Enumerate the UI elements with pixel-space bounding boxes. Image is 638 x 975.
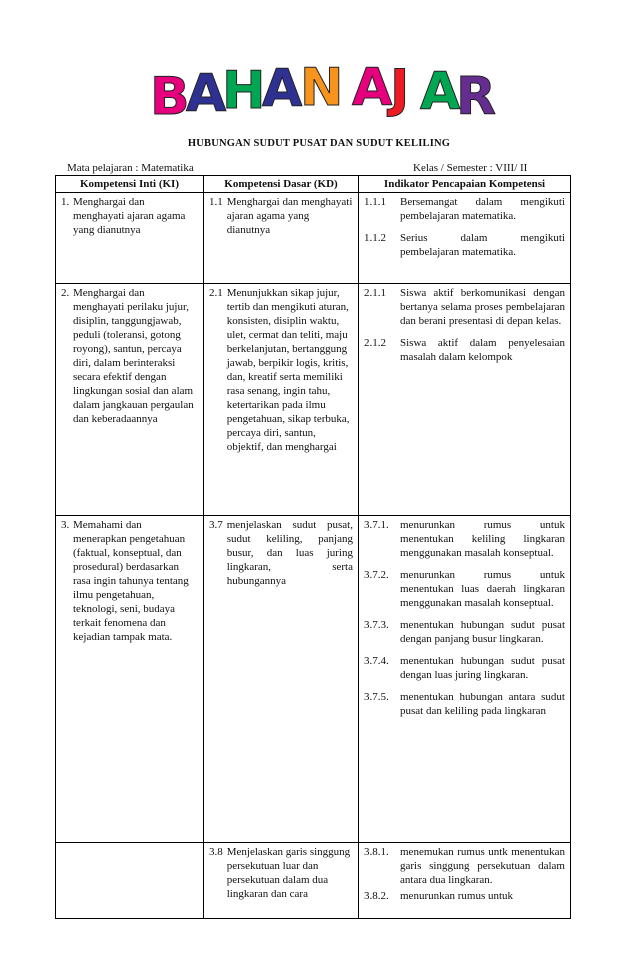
indicator-text: menentukan hubungan antara sudut pusat dan keliling pada lingkaran [400, 691, 565, 717]
kd-number: 3.7 [209, 519, 223, 531]
header-indikator: Indikator Pencapaian Kompetensi [359, 176, 571, 193]
kd-cell [204, 843, 359, 919]
subject-label: Mata pelajaran : Matematika [67, 162, 194, 174]
competency-table [55, 175, 571, 919]
ki-text: Memahami dan menerapkan pengetahuan (faktual, konseptual, dan prosedural) berdasarkan rasa ingin tahunya tentang ilmu pengetahuan, teknologi, seni, budaya terkait fenomena dan kejadian tampak mata. [73, 519, 189, 643]
ki-cell [56, 516, 204, 843]
indicator-number: 3.8.1. [364, 846, 389, 858]
indicator-text: menurunkan rumus untuk menentukan luas daerah lingkaran menggunakan masalah konseptual. [400, 569, 565, 609]
indicator-number: 3.7.1. [364, 519, 389, 531]
indicator-number: 1.1.1 [364, 196, 386, 208]
svg-text:N: N [300, 62, 344, 118]
class-semester-label: Kelas / Semester : VIII/ II [413, 162, 528, 174]
indicator-cell [359, 843, 571, 919]
indicator-text: Serius dalam mengikuti pembelajaran matematika. [400, 232, 565, 258]
indicator-number: 3.7.3. [364, 619, 389, 631]
svg-text:R: R [456, 67, 497, 127]
indicator-cell [359, 193, 571, 284]
svg-text:A: A [186, 64, 227, 124]
kd-cell [204, 193, 359, 284]
indicator-number: 2.1.1 [364, 287, 386, 299]
kd-text: menjelaskan sudut pusat, sudut keliling, panjang busur, dan luas juring lingkaran, serta hubungannya [226, 519, 353, 587]
indicator-number: 3.7.2. [364, 569, 389, 581]
header-ki: Kompetensi Inti (KI) [56, 176, 204, 193]
indicator-number: 2.1.2 [364, 337, 386, 349]
svg-text:A: A [420, 62, 461, 122]
kd-text: Menjelaskan garis singgung persekutuan luar dan persekutuan dalam dua lingkaran dan cara [226, 846, 351, 900]
indicator-text: menemukan rumus untk menentukan garis singgung persekutuan dalam antara dua lingkaran. [400, 846, 565, 886]
header-kd: Kompetensi Dasar (KD) [204, 176, 359, 193]
kd-cell [204, 284, 359, 516]
svg-text:A: A [262, 62, 303, 119]
ki-text: Menghargai dan menghayati perilaku jujur, disiplin, tanggungjawab, peduli (toleransi, gotong royong), santun, percaya diri, dalam berinteraksi secara efektif dengan lingkungan sosial dan alam dalam jangkauan pergaulan dan keberadaannya [73, 287, 194, 425]
ki-number: 3. [61, 519, 70, 531]
kd-text: Menghargai dan menghayati ajaran agama yang dianutnya [226, 196, 353, 236]
indicator-text: menurunkan rumus untuk [400, 890, 514, 902]
indicator-cell [359, 516, 571, 843]
svg-text:H: H [222, 62, 266, 121]
bahan-ajar-logo [0, 62, 638, 136]
indicator-text: Siswa aktif berkomunikasi dengan bertanya selama proses pembelajaran dan berani presentasi di depan kelas. [400, 287, 565, 327]
table-row [56, 193, 571, 284]
kd-text: Menunjukkan sikap jujur, tertib dan mengikuti aturan, konsisten, disiplin waktu, ulet, cermat dan teliti, maju berkelanjutan, bertanggung jawab, berpikir logis, kritis, dan, kreatif serta memiliki rasa senang, ingin tahu, ketertarikan pada ilmu pengetahuan, sikap terbuka, percaya diri, santun, objektif, dan menghargai [226, 287, 350, 453]
kd-number: 3.8 [209, 846, 223, 858]
indicator-number: 3.7.4. [364, 655, 389, 667]
indicator-text: Siswa aktif dalam penyelesaian masalah dalam kelompok [400, 337, 565, 363]
indicator-number: 1.1.2 [364, 232, 386, 244]
table-row [56, 843, 571, 919]
indicator-text: menentukan hubungan sudut pusat dengan luas juring lingkaran. [400, 655, 565, 681]
ki-number: 1. [61, 196, 70, 208]
table-row [56, 516, 571, 843]
indicator-text: menurunkan rumus untuk menentukan keliling lingkaran menggunakan masalah konseptual. [400, 519, 565, 559]
ki-cell [56, 284, 204, 516]
indicator-number: 3.8.2. [364, 890, 389, 902]
indicator-text: Bersemangat dalam mengikuti pembelajaran matematika. [400, 196, 565, 222]
indicator-text: menentukan hubungan sudut pusat dengan panjang busur lingkaran. [400, 619, 565, 645]
indicator-number: 3.7.5. [364, 691, 389, 703]
kd-number: 2.1 [209, 287, 223, 299]
table-header-row [56, 176, 571, 193]
svg-text:J: J [390, 62, 410, 119]
kd-cell [204, 516, 359, 843]
ki-cell [56, 193, 204, 284]
table-row [56, 284, 571, 516]
svg-text:B: B [150, 67, 190, 127]
document-title: HUBUNGAN SUDUT PUSAT DAN SUDUT KELILING [187, 138, 451, 149]
ki-text: Menghargai dan menghayati ajaran agama yang dianutnya [73, 196, 186, 236]
ki-number: 2. [61, 287, 70, 299]
svg-text:A: A [352, 62, 393, 118]
kd-number: 1.1 [209, 196, 223, 208]
indicator-cell [359, 284, 571, 516]
ki-cell-empty [56, 843, 204, 919]
